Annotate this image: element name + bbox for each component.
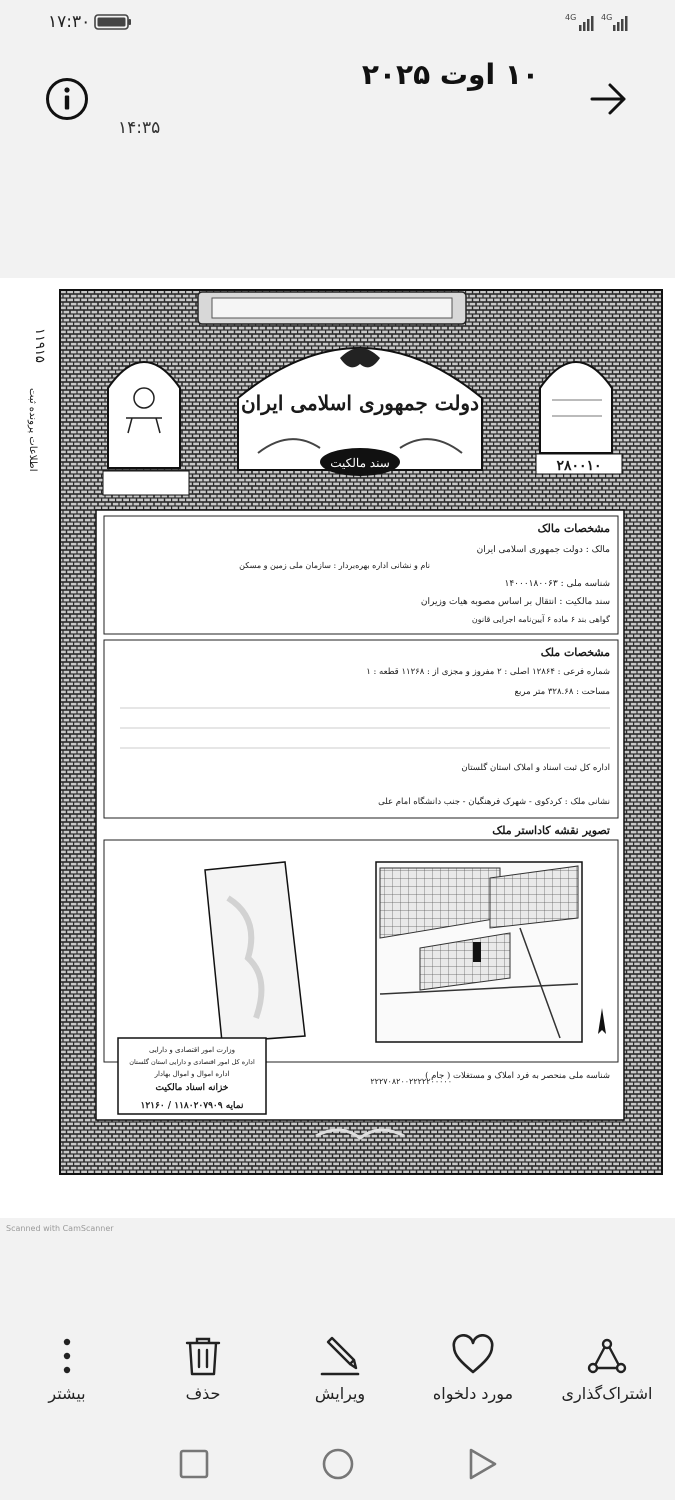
- battery-icon: [94, 13, 132, 31]
- more-button[interactable]: [2, 1322, 132, 1422]
- unique-id-code: ۲۲۲۷۰۸۲۰۰۲۲۲۲۲۰۰۰۰۰: [370, 1077, 452, 1086]
- judiciary-emblem: [108, 362, 180, 468]
- owner-section-title: مشخصات مالک: [537, 522, 610, 535]
- delete-button[interactable]: [138, 1322, 268, 1422]
- camscanner-watermark: Scanned with CamScanner: [6, 1224, 114, 1233]
- handwritten-note: اطلاعات پرونده ثبت: [27, 388, 38, 472]
- pencil-icon: [318, 1334, 362, 1378]
- system-nav-bar: [0, 1430, 675, 1500]
- plate-line: شماره فرعی : ۱۲۸۶۴ اصلی : ۲ مفروز و مجزی از : ۱۱۲۶۸ قطعه : ۱: [366, 667, 610, 677]
- share-button[interactable]: [542, 1322, 672, 1422]
- stamp-number: نمایه ۱۱۸۰۲۰۷۹۰۹ / ۱۲۱۶۰: [140, 1101, 244, 1111]
- stamp-line-4: خزانه اسناد مالکیت: [155, 1083, 229, 1093]
- handwritten-number: ۱۱۹۱۵: [32, 328, 47, 363]
- signal-label-1: 4G: [565, 13, 577, 22]
- representative-line: نام و نشانی اداره بهره‌بردار : سازمان ملی زمین و مسکن: [239, 561, 430, 570]
- stamp-line-1: وزارت امور اقتصادی و دارایی: [148, 1046, 236, 1054]
- delete-label: حذف: [185, 1384, 221, 1403]
- province-line: اداره کل ثبت اسناد و املاک استان گلستان: [461, 763, 610, 773]
- status-bar: [0, 0, 675, 44]
- status-time: ۱۷:۳۰: [48, 12, 91, 32]
- favorite-button[interactable]: [408, 1322, 538, 1422]
- photo-time: ۱۴:۳۵: [118, 118, 161, 138]
- signal-icon: [565, 11, 635, 33]
- area-line: مساحت : ۳۲۸.۶۸ متر مربع: [514, 687, 610, 697]
- heart-icon: [451, 1334, 495, 1378]
- ownership-doc-line: سند مالکیت : انتقال بر اساس مصوبه هیات وزیران: [420, 597, 610, 607]
- stamp-line-3: اداره اموال و اموال بهادار: [154, 1070, 230, 1078]
- photo-action-toolbar: [0, 1322, 675, 1422]
- home-icon[interactable]: [318, 1444, 358, 1484]
- signal-label-2: 4G: [601, 13, 613, 22]
- share-icon: [585, 1334, 629, 1378]
- arrow-right-icon[interactable]: [588, 78, 630, 120]
- document-badge-text: سند مالکیت: [330, 456, 390, 470]
- property-section-title: مشخصات ملک: [540, 646, 610, 659]
- document-title: دولت جمهوری اسلامی ایران: [240, 391, 480, 415]
- owner-line: مالک : دولت جمهوری اسلامی ایران: [476, 545, 610, 555]
- edit-label: ویرایش: [314, 1384, 366, 1403]
- more-label: بیشتر: [48, 1384, 86, 1403]
- photo-date: ۱۰ اوت ۲۰۲۵: [361, 58, 539, 91]
- photo-viewer[interactable]: [0, 278, 675, 1218]
- national-id-line: شناسه ملی : ۱۴۰۰۰۱۸۰۰۶۳: [504, 579, 610, 589]
- stamp-line-2: اداره کل امور اقتصادی و دارایی استان گلستان: [129, 1058, 255, 1066]
- scanned-document: [0, 278, 675, 1218]
- favorite-label: مورد دلخواه: [432, 1384, 514, 1403]
- transfer-line: گواهی بند ۶ ماده ۶ آیین‌نامه اجرایی قانون: [471, 615, 610, 624]
- map-section-title: تصویر نقشه کاداستر ملک: [492, 824, 610, 837]
- serial-number: ۲۸۰۰۱۰: [556, 458, 602, 474]
- more-vertical-icon: [45, 1334, 89, 1378]
- trash-icon: [181, 1334, 225, 1378]
- unique-id-label: شناسه ملی منحصر به فرد املاک و مستغلات ( جام ): [425, 1071, 610, 1081]
- share-label: اشتراک‌گذاری: [561, 1384, 653, 1403]
- info-icon[interactable]: [44, 76, 90, 122]
- address-line: نشانی ملک : کردکوی - شهرک فرهنگیان - جنب دانشگاه امام علی: [378, 797, 610, 807]
- highlighted-parcel: [473, 942, 481, 962]
- recents-icon[interactable]: [174, 1444, 214, 1484]
- edit-button[interactable]: [275, 1322, 405, 1422]
- serial-arch: [540, 362, 612, 453]
- back-triangle-icon[interactable]: [462, 1444, 502, 1484]
